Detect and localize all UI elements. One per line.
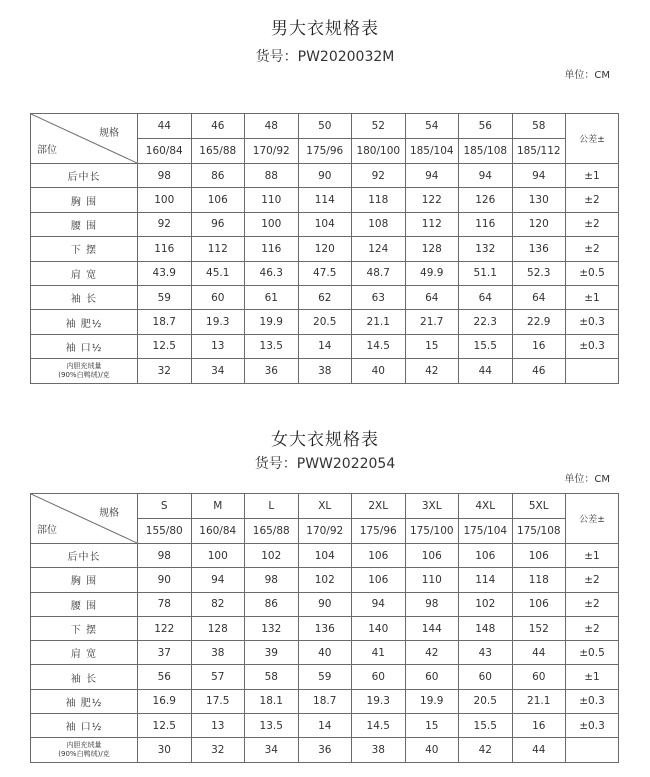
measure-cell: 20.5 [298, 310, 352, 334]
measure-cell: 110 [245, 188, 299, 212]
measure-cell: 13 [191, 714, 245, 738]
row-part-label: 后中长 [31, 544, 138, 568]
measure-cell: 52.3 [512, 261, 566, 285]
measure-cell: 120 [298, 237, 352, 261]
measure-cell: 94 [459, 164, 513, 188]
measure-cell: 15 [405, 714, 459, 738]
measure-cell: 12.5 [138, 334, 192, 358]
men-unit-label: 单位：CM [564, 70, 610, 81]
body-size-header-cell: 185/112 [512, 139, 566, 164]
body-size-header-cell: 180/100 [352, 139, 406, 164]
size-header-cell: XL [298, 494, 352, 519]
measure-cell: 16 [512, 334, 566, 358]
measure-cell: 12.5 [138, 714, 192, 738]
measure-cell: 19.9 [405, 689, 459, 713]
row-part-label: 胸 围 [31, 568, 138, 592]
measure-cell: 88 [245, 164, 299, 188]
tolerance-cell: ±2 [566, 188, 619, 212]
measure-cell: 90 [138, 568, 192, 592]
women-size-table [30, 493, 619, 763]
table-row [31, 261, 619, 285]
size-header-cell: 54 [405, 114, 459, 139]
measure-cell: 48.7 [352, 261, 406, 285]
measure-cell: 39 [245, 641, 299, 665]
row-part-label: 内胆充绒量 (90%白鸭绒)/克 [31, 738, 138, 762]
measure-cell: 114 [459, 568, 513, 592]
measure-cell: 43.9 [138, 261, 192, 285]
table-row [31, 544, 619, 568]
measure-cell: 37 [138, 641, 192, 665]
measure-cell: 92 [352, 164, 406, 188]
tolerance-cell [566, 359, 619, 383]
measure-cell: 34 [191, 359, 245, 383]
measure-cell: 15.5 [459, 334, 513, 358]
body-size-header-cell: 165/88 [191, 139, 245, 164]
measure-cell: 46 [512, 359, 566, 383]
measure-cell: 22.3 [459, 310, 513, 334]
size-header-cell: S [138, 494, 192, 519]
measure-cell: 112 [405, 212, 459, 236]
measure-cell: 60 [352, 665, 406, 689]
row-part-label: 袖 长 [31, 285, 138, 309]
tolerance-cell: ±0.3 [566, 689, 619, 713]
measure-cell: 21.1 [352, 310, 406, 334]
measure-cell: 152 [512, 616, 566, 640]
tolerance-header-cell: 公差± [566, 114, 619, 164]
measure-cell: 112 [191, 237, 245, 261]
measure-cell: 136 [512, 237, 566, 261]
body-size-header-cell: 155/80 [138, 519, 192, 544]
corner-spec-label: 规格 [99, 508, 119, 519]
measure-cell: 13 [191, 334, 245, 358]
measure-cell: 106 [191, 188, 245, 212]
measure-cell: 60 [405, 665, 459, 689]
body-size-header-cell: 175/108 [512, 519, 566, 544]
measure-cell: 100 [138, 188, 192, 212]
measure-cell: 120 [512, 212, 566, 236]
size-header-cell: 50 [298, 114, 352, 139]
measure-cell: 114 [298, 188, 352, 212]
row-part-label: 下 摆 [31, 237, 138, 261]
measure-cell: 104 [298, 212, 352, 236]
measure-cell: 136 [298, 616, 352, 640]
size-header-cell: 58 [512, 114, 566, 139]
tolerance-cell: ±0.5 [566, 261, 619, 285]
measure-cell: 130 [512, 188, 566, 212]
measure-cell: 90 [298, 592, 352, 616]
measure-cell: 98 [138, 164, 192, 188]
measure-cell: 36 [245, 359, 299, 383]
women-title: 女大衣规格表 [271, 430, 379, 450]
corner-spec-label: 规格 [99, 128, 119, 139]
measure-cell: 19.3 [352, 689, 406, 713]
table-row [31, 568, 619, 592]
measure-cell: 94 [352, 592, 406, 616]
measure-cell: 100 [245, 212, 299, 236]
measure-cell: 118 [512, 568, 566, 592]
measure-cell: 63 [352, 285, 406, 309]
measure-cell: 148 [459, 616, 513, 640]
row-part-label: 内胆充绒量 (90%白鸭绒)/克 [31, 359, 138, 383]
measure-cell: 56 [138, 665, 192, 689]
measure-cell: 40 [298, 641, 352, 665]
table-row [31, 188, 619, 212]
measure-cell: 46.3 [245, 261, 299, 285]
body-size-header-cell: 175/100 [405, 519, 459, 544]
measure-cell: 21.7 [405, 310, 459, 334]
tolerance-cell: ±0.3 [566, 334, 619, 358]
measure-cell: 122 [405, 188, 459, 212]
measure-cell: 64 [405, 285, 459, 309]
tolerance-cell: ±0.3 [566, 714, 619, 738]
measure-cell: 38 [298, 359, 352, 383]
tolerance-cell: ±1 [566, 164, 619, 188]
measure-cell: 20.5 [459, 689, 513, 713]
measure-cell: 32 [138, 359, 192, 383]
measure-cell: 34 [245, 738, 299, 762]
measure-cell: 47.5 [298, 261, 352, 285]
size-header-cell: 2XL [352, 494, 406, 519]
table-row [31, 164, 619, 188]
measure-cell: 128 [191, 616, 245, 640]
men-product-code: 货号：PW2020032M [255, 49, 395, 65]
men-title: 男大衣规格表 [271, 19, 379, 39]
measure-cell: 14.5 [352, 334, 406, 358]
measure-cell: 116 [459, 212, 513, 236]
tolerance-cell: ±0.3 [566, 310, 619, 334]
tolerance-cell: ±1 [566, 665, 619, 689]
measure-cell: 17.5 [191, 689, 245, 713]
row-part-label: 腰 围 [31, 592, 138, 616]
measure-cell: 106 [512, 592, 566, 616]
body-size-header-cell: 160/84 [138, 139, 192, 164]
measure-cell: 106 [459, 544, 513, 568]
measure-cell: 41 [352, 641, 406, 665]
tolerance-cell [566, 738, 619, 762]
measure-cell: 108 [352, 212, 406, 236]
measure-cell: 110 [405, 568, 459, 592]
measure-cell: 106 [352, 568, 406, 592]
measure-cell: 122 [138, 616, 192, 640]
table-row [31, 665, 619, 689]
size-header-cell: 56 [459, 114, 513, 139]
measure-cell: 36 [298, 738, 352, 762]
table-row [31, 616, 619, 640]
measure-cell: 104 [298, 544, 352, 568]
table-row [31, 359, 619, 383]
tolerance-header-cell: 公差± [566, 494, 619, 544]
measure-cell: 49.9 [405, 261, 459, 285]
measure-cell: 38 [352, 738, 406, 762]
measure-cell: 86 [245, 592, 299, 616]
measure-cell: 132 [459, 237, 513, 261]
tolerance-cell: ±2 [566, 616, 619, 640]
size-header-cell: 5XL [512, 494, 566, 519]
measure-cell: 94 [191, 568, 245, 592]
table-row [31, 285, 619, 309]
measure-cell: 86 [191, 164, 245, 188]
row-part-label: 肩 宽 [31, 261, 138, 285]
body-size-header-cell: 170/92 [298, 519, 352, 544]
measure-cell: 30 [138, 738, 192, 762]
table-row [31, 689, 619, 713]
measure-cell: 64 [459, 285, 513, 309]
row-part-label: 袖 口½ [31, 334, 138, 358]
measure-cell: 106 [405, 544, 459, 568]
measure-cell: 102 [459, 592, 513, 616]
measure-cell: 60 [512, 665, 566, 689]
size-header-cell: M [191, 494, 245, 519]
size-header-cell: 46 [191, 114, 245, 139]
measure-cell: 82 [191, 592, 245, 616]
measure-cell: 14 [298, 714, 352, 738]
tolerance-cell: ±2 [566, 592, 619, 616]
tolerance-cell: ±2 [566, 212, 619, 236]
header-row-sizes [31, 494, 619, 519]
tolerance-cell: ±0.5 [566, 641, 619, 665]
women-spec-section [0, 390, 650, 777]
row-part-label: 袖 长 [31, 665, 138, 689]
measure-cell: 94 [405, 164, 459, 188]
row-part-label: 后中长 [31, 164, 138, 188]
measure-cell: 132 [245, 616, 299, 640]
table-row [31, 641, 619, 665]
measure-cell: 144 [405, 616, 459, 640]
measure-cell: 98 [245, 568, 299, 592]
tolerance-cell: ±2 [566, 237, 619, 261]
measure-cell: 62 [298, 285, 352, 309]
measure-cell: 124 [352, 237, 406, 261]
measure-cell: 61 [245, 285, 299, 309]
row-part-label: 腰 围 [31, 212, 138, 236]
table-row [31, 212, 619, 236]
table-row [31, 237, 619, 261]
row-part-label: 袖 肥½ [31, 310, 138, 334]
row-part-label: 胸 围 [31, 188, 138, 212]
corner-part-label: 部位 [37, 145, 57, 156]
measure-cell: 15 [405, 334, 459, 358]
header-corner-cell [31, 494, 138, 544]
row-part-label: 袖 肥½ [31, 689, 138, 713]
body-size-header-cell: 175/96 [298, 139, 352, 164]
measure-cell: 38 [191, 641, 245, 665]
body-size-header-cell: 175/104 [459, 519, 513, 544]
measure-cell: 14 [298, 334, 352, 358]
size-header-cell: 48 [245, 114, 299, 139]
measure-cell: 96 [191, 212, 245, 236]
row-part-label: 下 摆 [31, 616, 138, 640]
size-header-cell: L [245, 494, 299, 519]
table-row [31, 714, 619, 738]
measure-cell: 22.9 [512, 310, 566, 334]
tolerance-cell: ±1 [566, 544, 619, 568]
measure-cell: 16 [512, 714, 566, 738]
header-row-sizes [31, 114, 619, 139]
measure-cell: 102 [298, 568, 352, 592]
body-size-header-cell: 165/88 [245, 519, 299, 544]
measure-cell: 59 [138, 285, 192, 309]
table-row [31, 334, 619, 358]
measure-cell: 116 [245, 237, 299, 261]
measure-cell: 126 [459, 188, 513, 212]
measure-cell: 60 [191, 285, 245, 309]
header-corner-cell [31, 114, 138, 164]
measure-cell: 116 [138, 237, 192, 261]
body-size-header-cell: 175/96 [352, 519, 406, 544]
measure-cell: 44 [512, 641, 566, 665]
measure-cell: 42 [405, 641, 459, 665]
body-size-header-cell: 160/84 [191, 519, 245, 544]
measure-cell: 40 [405, 738, 459, 762]
women-unit-label: 单位：CM [564, 474, 610, 485]
measure-cell: 44 [512, 738, 566, 762]
row-part-label: 肩 宽 [31, 641, 138, 665]
measure-cell: 78 [138, 592, 192, 616]
measure-cell: 13.5 [245, 714, 299, 738]
size-header-cell: 4XL [459, 494, 513, 519]
measure-cell: 14.5 [352, 714, 406, 738]
measure-cell: 60 [459, 665, 513, 689]
table-row [31, 592, 619, 616]
measure-cell: 21.1 [512, 689, 566, 713]
body-size-header-cell: 170/92 [245, 139, 299, 164]
men-size-table [30, 113, 619, 384]
tolerance-cell: ±2 [566, 568, 619, 592]
row-part-label: 袖 口½ [31, 714, 138, 738]
measure-cell: 90 [298, 164, 352, 188]
measure-cell: 140 [352, 616, 406, 640]
measure-cell: 19.3 [191, 310, 245, 334]
measure-cell: 100 [191, 544, 245, 568]
measure-cell: 18.7 [298, 689, 352, 713]
measure-cell: 44 [459, 359, 513, 383]
measure-cell: 13.5 [245, 334, 299, 358]
measure-cell: 42 [459, 738, 513, 762]
measure-cell: 42 [405, 359, 459, 383]
measure-cell: 94 [512, 164, 566, 188]
size-header-cell: 3XL [405, 494, 459, 519]
body-size-header-cell: 185/108 [459, 139, 513, 164]
size-header-cell: 52 [352, 114, 406, 139]
measure-cell: 128 [405, 237, 459, 261]
measure-cell: 16.9 [138, 689, 192, 713]
measure-cell: 40 [352, 359, 406, 383]
measure-cell: 118 [352, 188, 406, 212]
measure-cell: 98 [405, 592, 459, 616]
body-size-header-cell: 185/104 [405, 139, 459, 164]
measure-cell: 15.5 [459, 714, 513, 738]
measure-cell: 92 [138, 212, 192, 236]
measure-cell: 106 [512, 544, 566, 568]
measure-cell: 98 [138, 544, 192, 568]
measure-cell: 59 [298, 665, 352, 689]
size-header-cell: 44 [138, 114, 192, 139]
measure-cell: 58 [245, 665, 299, 689]
corner-part-label: 部位 [37, 525, 57, 536]
measure-cell: 43 [459, 641, 513, 665]
measure-cell: 106 [352, 544, 406, 568]
measure-cell: 18.7 [138, 310, 192, 334]
measure-cell: 32 [191, 738, 245, 762]
measure-cell: 51.1 [459, 261, 513, 285]
table-row [31, 310, 619, 334]
measure-cell: 57 [191, 665, 245, 689]
women-product-code: 货号：PWW2022054 [254, 456, 396, 472]
measure-cell: 18.1 [245, 689, 299, 713]
table-row [31, 738, 619, 762]
measure-cell: 19.9 [245, 310, 299, 334]
measure-cell: 45.1 [191, 261, 245, 285]
measure-cell: 102 [245, 544, 299, 568]
measure-cell: 64 [512, 285, 566, 309]
tolerance-cell: ±1 [566, 285, 619, 309]
